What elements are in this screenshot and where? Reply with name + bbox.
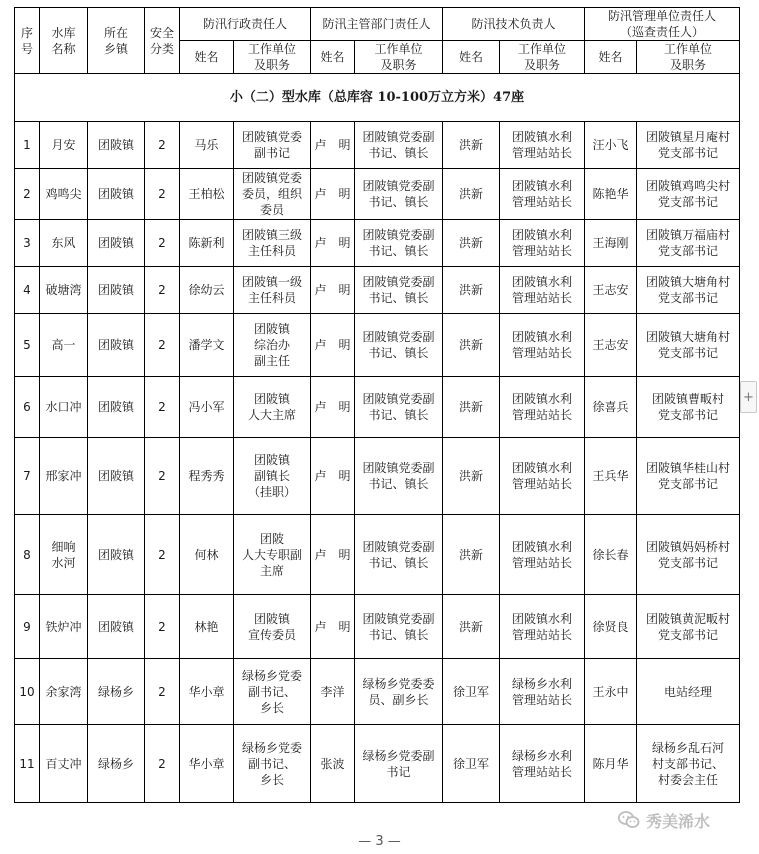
- dept-person-unit-cell: 团陂镇党委副 书记、镇长: [355, 515, 443, 595]
- admin-person-name-cell: 王柏松: [180, 169, 234, 220]
- admin-person-unit-cell: 团陂镇党委 委员，组织 委员: [234, 169, 311, 220]
- mgmt-person-name-cell: 陈月华: [585, 725, 637, 803]
- header-mgmt-group: 防汛管理单位责任人 （巡查责任人）: [585, 8, 740, 41]
- admin-person-name-cell: 程秀秀: [180, 438, 234, 515]
- town-cell: 团陂镇: [88, 314, 145, 377]
- tech-person-name-cell: 洪新: [443, 515, 500, 595]
- dept-person-name-cell: 张波: [311, 725, 355, 803]
- admin-person-name-cell: 华小章: [180, 725, 234, 803]
- dept-person-name-cell: 卢 明: [311, 595, 355, 659]
- admin-person-name-cell: 陈新利: [180, 220, 234, 267]
- reservoir-name-cell: 鸡鸣尖: [40, 169, 88, 220]
- dept-person-unit-cell: 团陂镇党委副 书记、镇长: [355, 220, 443, 267]
- admin-person-name-cell: 马乐: [180, 122, 234, 169]
- dept-person-name-cell: 卢 明: [311, 438, 355, 515]
- header-tech-unit: 工作单位 及职务: [500, 41, 585, 74]
- reservoir-name-cell: 月安: [40, 122, 88, 169]
- row-number-cell: 6: [15, 377, 40, 438]
- mgmt-person-name-cell: 徐喜兵: [585, 377, 637, 438]
- row-number-cell: 5: [15, 314, 40, 377]
- mgmt-person-name-cell: 王永中: [585, 659, 637, 725]
- tech-person-name-cell: 徐卫军: [443, 725, 500, 803]
- section-title: 小（二）型水库（总库容 10-100万立方米）47座: [15, 74, 740, 122]
- tech-person-name-cell: 洪新: [443, 169, 500, 220]
- tech-person-unit-cell: 团陂镇水利 管理站站长: [500, 438, 585, 515]
- header-town: 所在 乡镇: [88, 8, 145, 74]
- town-cell: 团陂镇: [88, 438, 145, 515]
- mgmt-person-name-cell: 陈艳华: [585, 169, 637, 220]
- tech-person-unit-cell: 团陂镇水利 管理站站长: [500, 377, 585, 438]
- reservoir-name-cell: 破塘湾: [40, 267, 88, 314]
- mgmt-person-name-cell: 徐贤良: [585, 595, 637, 659]
- town-cell: 团陂镇: [88, 515, 145, 595]
- mgmt-person-name-cell: 王兵华: [585, 438, 637, 515]
- tech-person-unit-cell: 团陂镇水利 管理站站长: [500, 314, 585, 377]
- safety-class-cell: 2: [145, 267, 180, 314]
- town-cell: 绿杨乡: [88, 725, 145, 803]
- safety-class-cell: 2: [145, 169, 180, 220]
- tech-person-unit-cell: 团陂镇水利 管理站站长: [500, 122, 585, 169]
- tech-person-unit-cell: 绿杨乡水利 管理站站长: [500, 659, 585, 725]
- town-cell: 团陂镇: [88, 267, 145, 314]
- header-admin-name: 姓名: [180, 41, 234, 74]
- header-tech-name: 姓名: [443, 41, 500, 74]
- tech-person-unit-cell: 绿杨乡水利 管理站站长: [500, 725, 585, 803]
- safety-class-cell: 2: [145, 314, 180, 377]
- reservoir-name-cell: 铁炉冲: [40, 595, 88, 659]
- table-row: [15, 515, 740, 595]
- admin-person-unit-cell: 绿杨乡党委 副书记、 乡长: [234, 659, 311, 725]
- header-tech-group: 防汛技术负责人: [443, 8, 585, 41]
- reservoir-name-cell: 细响 水河: [40, 515, 88, 595]
- admin-person-unit-cell: 团陂镇 人大主席: [234, 377, 311, 438]
- mgmt-person-unit-cell: 团陂镇星月庵村 党支部书记: [637, 122, 740, 169]
- mgmt-person-unit-cell: 团陂镇鸡鸣尖村 党支部书记: [637, 169, 740, 220]
- mgmt-person-unit-cell: 绿杨乡乱石河 村支部书记、 村委会主任: [637, 725, 740, 803]
- reservoir-name-cell: 水口冲: [40, 377, 88, 438]
- dept-person-name-cell: 李洋: [311, 659, 355, 725]
- dept-person-unit-cell: 团陂镇党委副 书记、镇长: [355, 122, 443, 169]
- town-cell: 团陂镇: [88, 377, 145, 438]
- safety-class-cell: 2: [145, 725, 180, 803]
- table-body: [15, 122, 740, 803]
- town-cell: 团陂镇: [88, 220, 145, 267]
- mgmt-person-name-cell: 王志安: [585, 267, 637, 314]
- admin-person-unit-cell: 绿杨乡党委 副书记、 乡长: [234, 725, 311, 803]
- tech-person-name-cell: 洪新: [443, 595, 500, 659]
- safety-class-cell: 2: [145, 377, 180, 438]
- dept-person-unit-cell: 团陂镇党委副 书记、镇长: [355, 377, 443, 438]
- header-admin-unit: 工作单位 及职务: [234, 41, 311, 74]
- tech-person-unit-cell: 团陂镇水利 管理站站长: [500, 220, 585, 267]
- admin-person-unit-cell: 团陂 人大专职副 主席: [234, 515, 311, 595]
- town-cell: 团陂镇: [88, 122, 145, 169]
- admin-person-unit-cell: 团陂镇 宣传委员: [234, 595, 311, 659]
- admin-person-name-cell: 林艳: [180, 595, 234, 659]
- tech-person-name-cell: 洪新: [443, 438, 500, 515]
- expand-handle-button[interactable]: +: [740, 381, 757, 413]
- dept-person-unit-cell: 团陂镇党委副 书记、镇长: [355, 267, 443, 314]
- admin-person-name-cell: 徐幼云: [180, 267, 234, 314]
- admin-person-name-cell: 潘学文: [180, 314, 234, 377]
- table-row: [15, 220, 740, 267]
- watermark-text: 秀美浠水: [646, 811, 711, 831]
- table-row: [15, 438, 740, 515]
- dept-person-unit-cell: 团陂镇党委副 书记、镇长: [355, 438, 443, 515]
- header-dept-group: 防汛主管部门责任人: [311, 8, 443, 41]
- dept-person-unit-cell: 团陂镇党委副 书记、镇长: [355, 169, 443, 220]
- dept-person-name-cell: 卢 明: [311, 220, 355, 267]
- dept-person-unit-cell: 绿杨乡党委委 员、副乡长: [355, 659, 443, 725]
- header-safety-class: 安全 分类: [145, 8, 180, 74]
- dept-person-name-cell: 卢 明: [311, 314, 355, 377]
- table-row: [15, 725, 740, 803]
- row-number-cell: 1: [15, 122, 40, 169]
- tech-person-unit-cell: 团陂镇水利 管理站站长: [500, 515, 585, 595]
- dept-person-unit-cell: 绿杨乡党委副 书记: [355, 725, 443, 803]
- tech-person-unit-cell: 团陂镇水利 管理站站长: [500, 595, 585, 659]
- table-row: [15, 267, 740, 314]
- row-number-cell: 3: [15, 220, 40, 267]
- safety-class-cell: 2: [145, 438, 180, 515]
- safety-class-cell: 2: [145, 595, 180, 659]
- row-number-cell: 8: [15, 515, 40, 595]
- wechat-icon: [618, 811, 640, 829]
- mgmt-person-name-cell: 汪小飞: [585, 122, 637, 169]
- dept-person-name-cell: 卢 明: [311, 267, 355, 314]
- reservoir-name-cell: 高一: [40, 314, 88, 377]
- mgmt-person-name-cell: 王志安: [585, 314, 637, 377]
- mgmt-person-unit-cell: 电站经理: [637, 659, 740, 725]
- header-admin-group: 防汛行政责任人: [180, 8, 311, 41]
- reservoir-name-cell: 邢家冲: [40, 438, 88, 515]
- mgmt-person-name-cell: 徐长春: [585, 515, 637, 595]
- mgmt-person-name-cell: 王海刚: [585, 220, 637, 267]
- safety-class-cell: 2: [145, 659, 180, 725]
- reservoir-name-cell: 余家湾: [40, 659, 88, 725]
- table-row: [15, 169, 740, 220]
- admin-person-name-cell: 何林: [180, 515, 234, 595]
- row-number-cell: 7: [15, 438, 40, 515]
- admin-person-unit-cell: 团陂镇党委 副书记: [234, 122, 311, 169]
- table-row: [15, 595, 740, 659]
- mgmt-person-unit-cell: 团陂镇大塘角村 党支部书记: [637, 267, 740, 314]
- dept-person-name-cell: 卢 明: [311, 122, 355, 169]
- page-number: — 3 —: [358, 834, 401, 849]
- admin-person-name-cell: 冯小军: [180, 377, 234, 438]
- table-row: [15, 314, 740, 377]
- tech-person-name-cell: 洪新: [443, 122, 500, 169]
- row-number-cell: 4: [15, 267, 40, 314]
- tech-person-name-cell: 洪新: [443, 267, 500, 314]
- mgmt-person-unit-cell: 团陂镇大塘角村 党支部书记: [637, 314, 740, 377]
- town-cell: 绿杨乡: [88, 659, 145, 725]
- dept-person-name-cell: 卢 明: [311, 169, 355, 220]
- mgmt-person-unit-cell: 团陂镇曹畈村 党支部书记: [637, 377, 740, 438]
- reservoir-name-cell: 百丈冲: [40, 725, 88, 803]
- header-mgmt-name: 姓名: [585, 41, 637, 74]
- header-reservoir-name: 水库 名称: [40, 8, 88, 74]
- admin-person-name-cell: 华小章: [180, 659, 234, 725]
- admin-person-unit-cell: 团陂镇 副镇长 （挂职）: [234, 438, 311, 515]
- admin-person-unit-cell: 团陂镇 综治办 副主任: [234, 314, 311, 377]
- mgmt-person-unit-cell: 团陂镇万福庙村 党支部书记: [637, 220, 740, 267]
- watermark: [618, 808, 710, 832]
- mgmt-person-unit-cell: 团陂镇华桂山村 党支部书记: [637, 438, 740, 515]
- tech-person-unit-cell: 团陂镇水利 管理站站长: [500, 267, 585, 314]
- mgmt-person-unit-cell: 团陂镇黄泥畈村 党支部书记: [637, 595, 740, 659]
- header-dept-unit: 工作单位 及职务: [355, 41, 443, 74]
- mgmt-person-unit-cell: 团陂镇妈妈桥村 党支部书记: [637, 515, 740, 595]
- admin-person-unit-cell: 团陂镇三级 主任科员: [234, 220, 311, 267]
- header-mgmt-unit: 工作单位 及职务: [637, 41, 740, 74]
- tech-person-name-cell: 洪新: [443, 314, 500, 377]
- reservoir-name-cell: 东风: [40, 220, 88, 267]
- tech-person-name-cell: 洪新: [443, 377, 500, 438]
- row-number-cell: 11: [15, 725, 40, 803]
- tech-person-unit-cell: 团陂镇水利 管理站站长: [500, 169, 585, 220]
- header-dept-name: 姓名: [311, 41, 355, 74]
- dept-person-name-cell: 卢 明: [311, 515, 355, 595]
- row-number-cell: 10: [15, 659, 40, 725]
- dept-person-name-cell: 卢 明: [311, 377, 355, 438]
- tech-person-name-cell: 徐卫军: [443, 659, 500, 725]
- dept-person-unit-cell: 团陂镇党委副 书记、镇长: [355, 314, 443, 377]
- safety-class-cell: 2: [145, 220, 180, 267]
- dept-person-unit-cell: 团陂镇党委副 书记、镇长: [355, 595, 443, 659]
- row-number-cell: 2: [15, 169, 40, 220]
- table-row: [15, 377, 740, 438]
- table-row: [15, 659, 740, 725]
- header-seq: 序 号: [15, 8, 40, 74]
- town-cell: 团陂镇: [88, 595, 145, 659]
- tech-person-name-cell: 洪新: [443, 220, 500, 267]
- table-row: [15, 122, 740, 169]
- row-number-cell: 9: [15, 595, 40, 659]
- safety-class-cell: 2: [145, 122, 180, 169]
- reservoir-responsibility-table: [14, 7, 740, 803]
- town-cell: 团陂镇: [88, 169, 145, 220]
- safety-class-cell: 2: [145, 515, 180, 595]
- admin-person-unit-cell: 团陂镇一级 主任科员: [234, 267, 311, 314]
